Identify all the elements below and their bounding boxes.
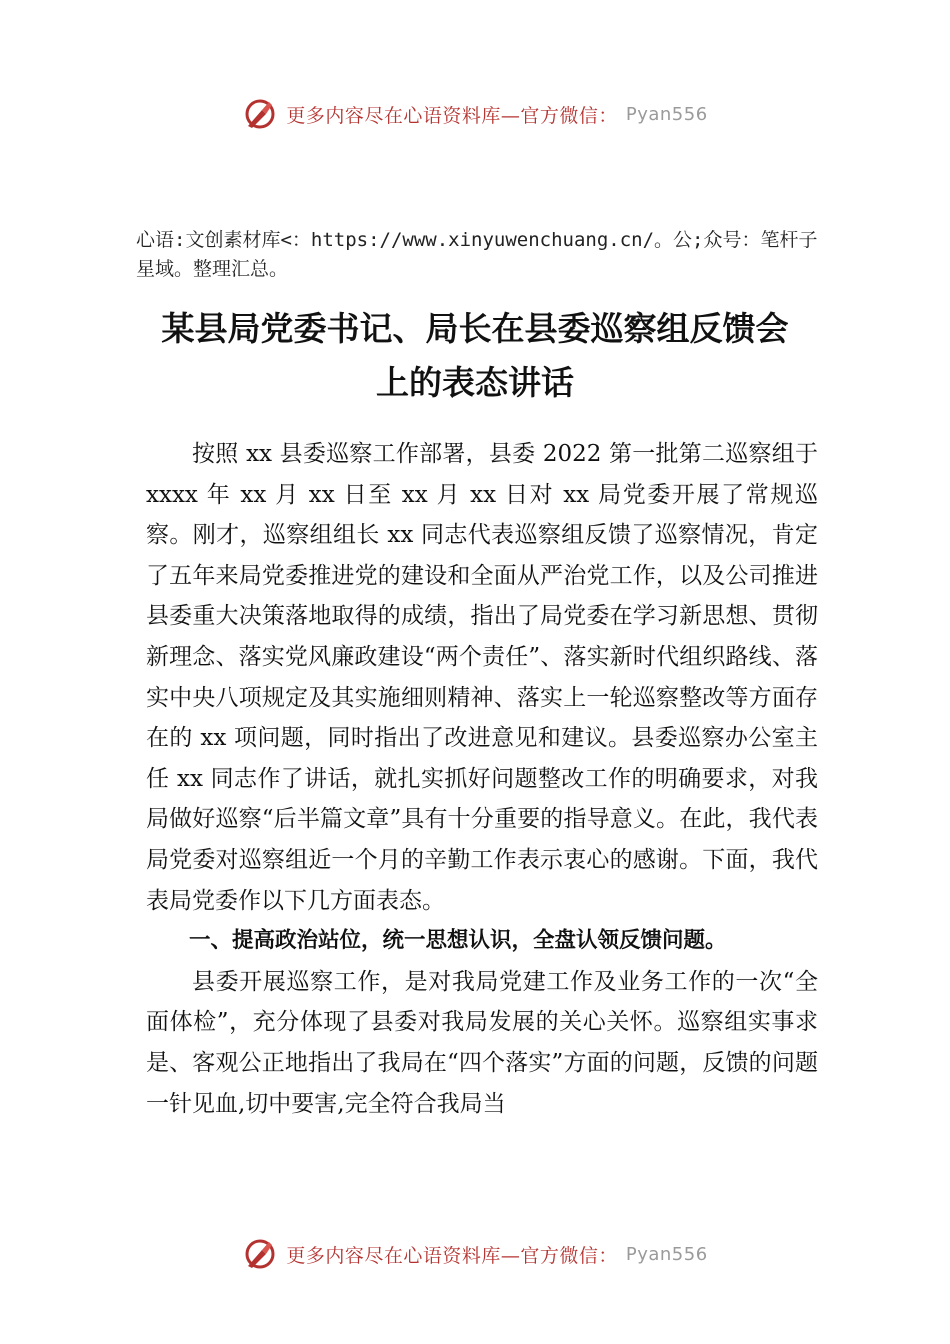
section-heading-1: 一、提高政治站位，统一思想认识，全盘认领反馈问题。 (189, 928, 727, 954)
pen-logo-icon (242, 96, 278, 132)
body-paragraph-2: 县委开展巡察工作，是对我局党建工作及业务工作的一次“全面体检”，充分体现了县委对我局发展的关心关怀。巡察组实事求是、客观公正地指出了我局在“四个落实”方面的问题，反馈的问题一针见血,切中要害,完全符合我局当 (146, 968, 818, 1117)
source-notice: 心语:文创素材库<：https://www.xinyuwenchuang.cn/。公;众号：笔杆子星域。整理汇总。 (136, 229, 818, 280)
title-line-1: 某县局党委书记、局长在县委巡察组反馈会 (161, 309, 789, 348)
watermark-brand: Pyan556 (625, 1243, 708, 1265)
pen-logo-icon (242, 1236, 278, 1272)
title-line-2: 上的表态讲话 (376, 363, 574, 402)
document-title (120, 302, 830, 410)
body-paragraph-1: 按照 xx 县委巡察工作部署，县委 2022 第一批第二巡察组于 xxxx 年 xx 月 xx 日至 xx 月 xx 日对 xx 局党委开展了常规巡察。刚才，巡察组组长 xx 同志代表巡察组反馈了巡察情况，肯定了五年来局党委推进党的建设和全面从严治党工作，以及公司推进县委重大决策落地取得的成绩，指出了局党委在学习新思想、贯彻新理念、落实党风廉政建设“两个责任”、落实新时代组织路线、落实中央八项规定及其实施细则精神、落实上一轮巡察整改等方面存在的 xx 项问题，同时指出了改进意见和建议。县委巡察办公室主任 xx 同志作了讲话，就扎实抓好问题整改工作的明确要求，对我局做好巡察“后半篇文章”具有十分重要的指导意义。在此，我代表局党委对巡察组近一个月的辛勤工作表示衷心的感谢。下面，我代表局党委作以下几方面表态。 (146, 441, 818, 914)
watermark-text: 更多内容尽在心语资料库—官方微信： (286, 104, 618, 127)
watermark-brand: Pyan556 (625, 103, 708, 125)
document-body (146, 434, 818, 1124)
watermark-banner-bottom (0, 1234, 950, 1274)
watermark-text: 更多内容尽在心语资料库—官方微信： (286, 1244, 618, 1267)
watermark-banner-top (0, 94, 950, 134)
